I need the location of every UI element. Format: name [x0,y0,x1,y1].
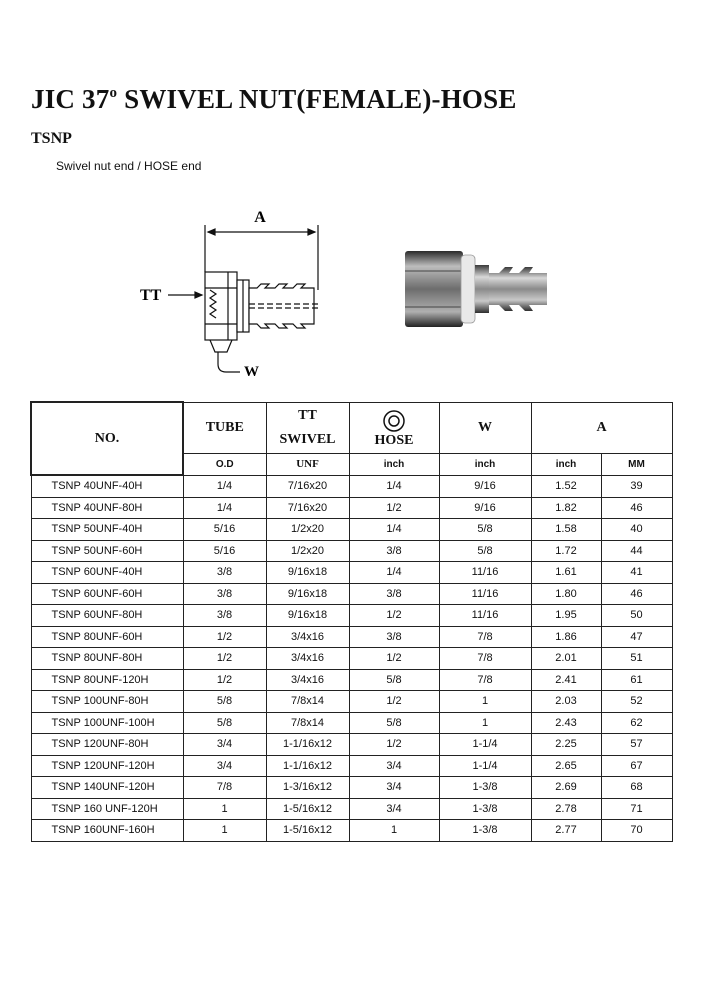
table-row [31,798,672,820]
cell-a-inch: 2.65 [531,755,601,777]
cell-w-inch: 9/16 [439,475,531,497]
cell-w-inch: 11/16 [439,605,531,627]
cell-swivel-unf: 1/2x20 [266,519,349,541]
table-row [31,583,672,605]
cell-part-number: TSNP 100UNF-100H [31,712,183,734]
cell-tube-od: 3/8 [183,605,266,627]
cell-w-inch: 5/8 [439,540,531,562]
table-row [31,519,672,541]
cell-part-number: TSNP 160 UNF-120H [31,798,183,820]
cell-part-number: TSNP 140UNF-120H [31,777,183,799]
cell-part-number: TSNP 50UNF-60H [31,540,183,562]
cell-a-mm: 67 [601,755,672,777]
cell-w-inch: 1-3/8 [439,798,531,820]
cell-part-number: TSNP 40UNF-40H [31,475,183,497]
hose-section-icon [382,409,406,433]
table-row [31,562,672,584]
cell-a-mm: 62 [601,712,672,734]
cell-tube-od: 5/8 [183,691,266,713]
cell-hose-inch: 1/4 [349,475,439,497]
subheader-tube: O.D [183,453,266,475]
table-row [31,734,672,756]
cell-hose-inch: 1/4 [349,519,439,541]
cell-part-number: TSNP 120UNF-80H [31,734,183,756]
cell-w-inch: 11/16 [439,583,531,605]
cell-a-mm: 40 [601,519,672,541]
cell-w-inch: 7/8 [439,626,531,648]
product-photo [395,243,575,333]
cell-a-mm: 52 [601,691,672,713]
subheader-swivel: UNF [266,453,349,475]
cell-a-inch: 2.01 [531,648,601,670]
cell-w-inch: 1-3/8 [439,777,531,799]
cell-a-mm: 68 [601,777,672,799]
cell-tube-od: 3/8 [183,583,266,605]
cell-a-mm: 70 [601,820,672,842]
subheader-hose: inch [349,453,439,475]
cell-part-number: TSNP 50UNF-40H [31,519,183,541]
cell-hose-inch: 1/2 [349,734,439,756]
cell-part-number: TSNP 100UNF-80H [31,691,183,713]
header-no: NO. [31,402,183,475]
cell-a-mm: 57 [601,734,672,756]
cell-swivel-unf: 9/16x18 [266,583,349,605]
cell-tube-od: 3/4 [183,734,266,756]
cell-swivel-unf: 1-1/16x12 [266,755,349,777]
cell-hose-inch: 5/8 [349,669,439,691]
table-row [31,475,672,497]
cell-a-inch: 1.52 [531,475,601,497]
table-row [31,540,672,562]
header-a: A [531,402,672,453]
cell-swivel-unf: 7/8x14 [266,691,349,713]
cell-tube-od: 1/2 [183,626,266,648]
cell-a-inch: 1.61 [531,562,601,584]
cell-swivel-unf: 9/16x18 [266,605,349,627]
cell-a-inch: 1.95 [531,605,601,627]
cell-w-inch: 1-1/4 [439,755,531,777]
cell-w-inch: 1 [439,712,531,734]
cell-tube-od: 1/4 [183,475,266,497]
cell-hose-inch: 1/2 [349,497,439,519]
cell-hose-inch: 1/2 [349,648,439,670]
cell-part-number: TSNP 80UNF-60H [31,626,183,648]
subheader-a-inch: inch [531,453,601,475]
cell-hose-inch: 3/8 [349,626,439,648]
cell-hose-inch: 1 [349,820,439,842]
table-row [31,626,672,648]
cell-a-mm: 71 [601,798,672,820]
cell-tube-od: 5/8 [183,712,266,734]
cell-a-inch: 2.03 [531,691,601,713]
technical-drawing [130,200,340,385]
product-code: TSNP [31,130,72,147]
cell-hose-inch: 3/8 [349,540,439,562]
cell-a-mm: 46 [601,583,672,605]
cell-part-number: TSNP 80UNF-120H [31,669,183,691]
cell-tube-od: 5/16 [183,519,266,541]
cell-swivel-unf: 3/4x16 [266,669,349,691]
cell-tube-od: 1/2 [183,648,266,670]
cell-a-inch: 2.78 [531,798,601,820]
cell-hose-inch: 3/4 [349,777,439,799]
subheader-w: inch [439,453,531,475]
cell-swivel-unf: 1/2x20 [266,540,349,562]
cell-tube-od: 1/2 [183,669,266,691]
cell-swivel-unf: 1-3/16x12 [266,777,349,799]
cell-w-inch: 5/8 [439,519,531,541]
product-subtitle: Swivel nut end / HOSE end [56,159,202,173]
cell-swivel-unf: 3/4x16 [266,648,349,670]
specification-table [30,401,673,842]
cell-a-mm: 46 [601,497,672,519]
header-w: W [439,402,531,453]
header-tt-swivel: TT SWIVEL [266,402,349,453]
table-row [31,691,672,713]
cell-hose-inch: 1/2 [349,605,439,627]
cell-a-inch: 2.41 [531,669,601,691]
cell-swivel-unf: 3/4x16 [266,626,349,648]
cell-a-inch: 2.77 [531,820,601,842]
cell-hose-inch: 1/2 [349,691,439,713]
cell-swivel-unf: 1-5/16x12 [266,798,349,820]
subheader-a-mm: MM [601,453,672,475]
cell-a-mm: 44 [601,540,672,562]
cell-w-inch: 9/16 [439,497,531,519]
cell-hose-inch: 1/4 [349,562,439,584]
cell-a-mm: 39 [601,475,672,497]
cell-a-inch: 2.69 [531,777,601,799]
cell-a-inch: 2.25 [531,734,601,756]
dimension-w-label: W [244,364,259,380]
cell-a-mm: 47 [601,626,672,648]
cell-a-mm: 50 [601,605,672,627]
cell-a-inch: 1.82 [531,497,601,519]
cell-hose-inch: 3/8 [349,583,439,605]
cell-swivel-unf: 1-1/16x12 [266,734,349,756]
cell-tube-od: 3/8 [183,562,266,584]
cell-tube-od: 1 [183,820,266,842]
cell-swivel-unf: 1-5/16x12 [266,820,349,842]
cell-part-number: TSNP 120UNF-120H [31,755,183,777]
page-title: JIC 37$^o$ SWIVEL NUT(FEMALE)-HOSE [31,84,517,114]
table-row [31,669,672,691]
cell-hose-inch: 3/4 [349,755,439,777]
header-tube: TUBE [183,402,266,453]
cell-w-inch: 1 [439,691,531,713]
table-row [31,820,672,842]
cell-a-inch: 1.80 [531,583,601,605]
cell-part-number: TSNP 40UNF-80H [31,497,183,519]
table-row [31,777,672,799]
table-row [31,497,672,519]
cell-a-mm: 61 [601,669,672,691]
cell-swivel-unf: 9/16x18 [266,562,349,584]
cell-hose-inch: 3/4 [349,798,439,820]
cell-a-inch: 2.43 [531,712,601,734]
header-hose: HOSE [349,402,439,453]
dimension-tt-label: TT [140,287,162,304]
cell-tube-od: 1/4 [183,497,266,519]
cell-w-inch: 11/16 [439,562,531,584]
cell-swivel-unf: 7/16x20 [266,475,349,497]
cell-w-inch: 7/8 [439,648,531,670]
cell-w-inch: 7/8 [439,669,531,691]
cell-tube-od: 7/8 [183,777,266,799]
cell-part-number: TSNP 80UNF-80H [31,648,183,670]
cell-part-number: TSNP 60UNF-40H [31,562,183,584]
cell-part-number: TSNP 60UNF-60H [31,583,183,605]
cell-swivel-unf: 7/8x14 [266,712,349,734]
cell-hose-inch: 5/8 [349,712,439,734]
cell-tube-od: 1 [183,798,266,820]
cell-w-inch: 1-1/4 [439,734,531,756]
table-row [31,605,672,627]
table-row [31,712,672,734]
cell-tube-od: 5/16 [183,540,266,562]
cell-swivel-unf: 7/16x20 [266,497,349,519]
cell-part-number: TSNP 60UNF-80H [31,605,183,627]
dimension-a-label: A [254,209,266,226]
cell-a-mm: 41 [601,562,672,584]
cell-a-mm: 51 [601,648,672,670]
cell-a-inch: 1.58 [531,519,601,541]
cell-a-inch: 1.86 [531,626,601,648]
table-row [31,648,672,670]
cell-a-inch: 1.72 [531,540,601,562]
cell-tube-od: 3/4 [183,755,266,777]
cell-w-inch: 1-3/8 [439,820,531,842]
table-row [31,755,672,777]
cell-part-number: TSNP 160UNF-160H [31,820,183,842]
